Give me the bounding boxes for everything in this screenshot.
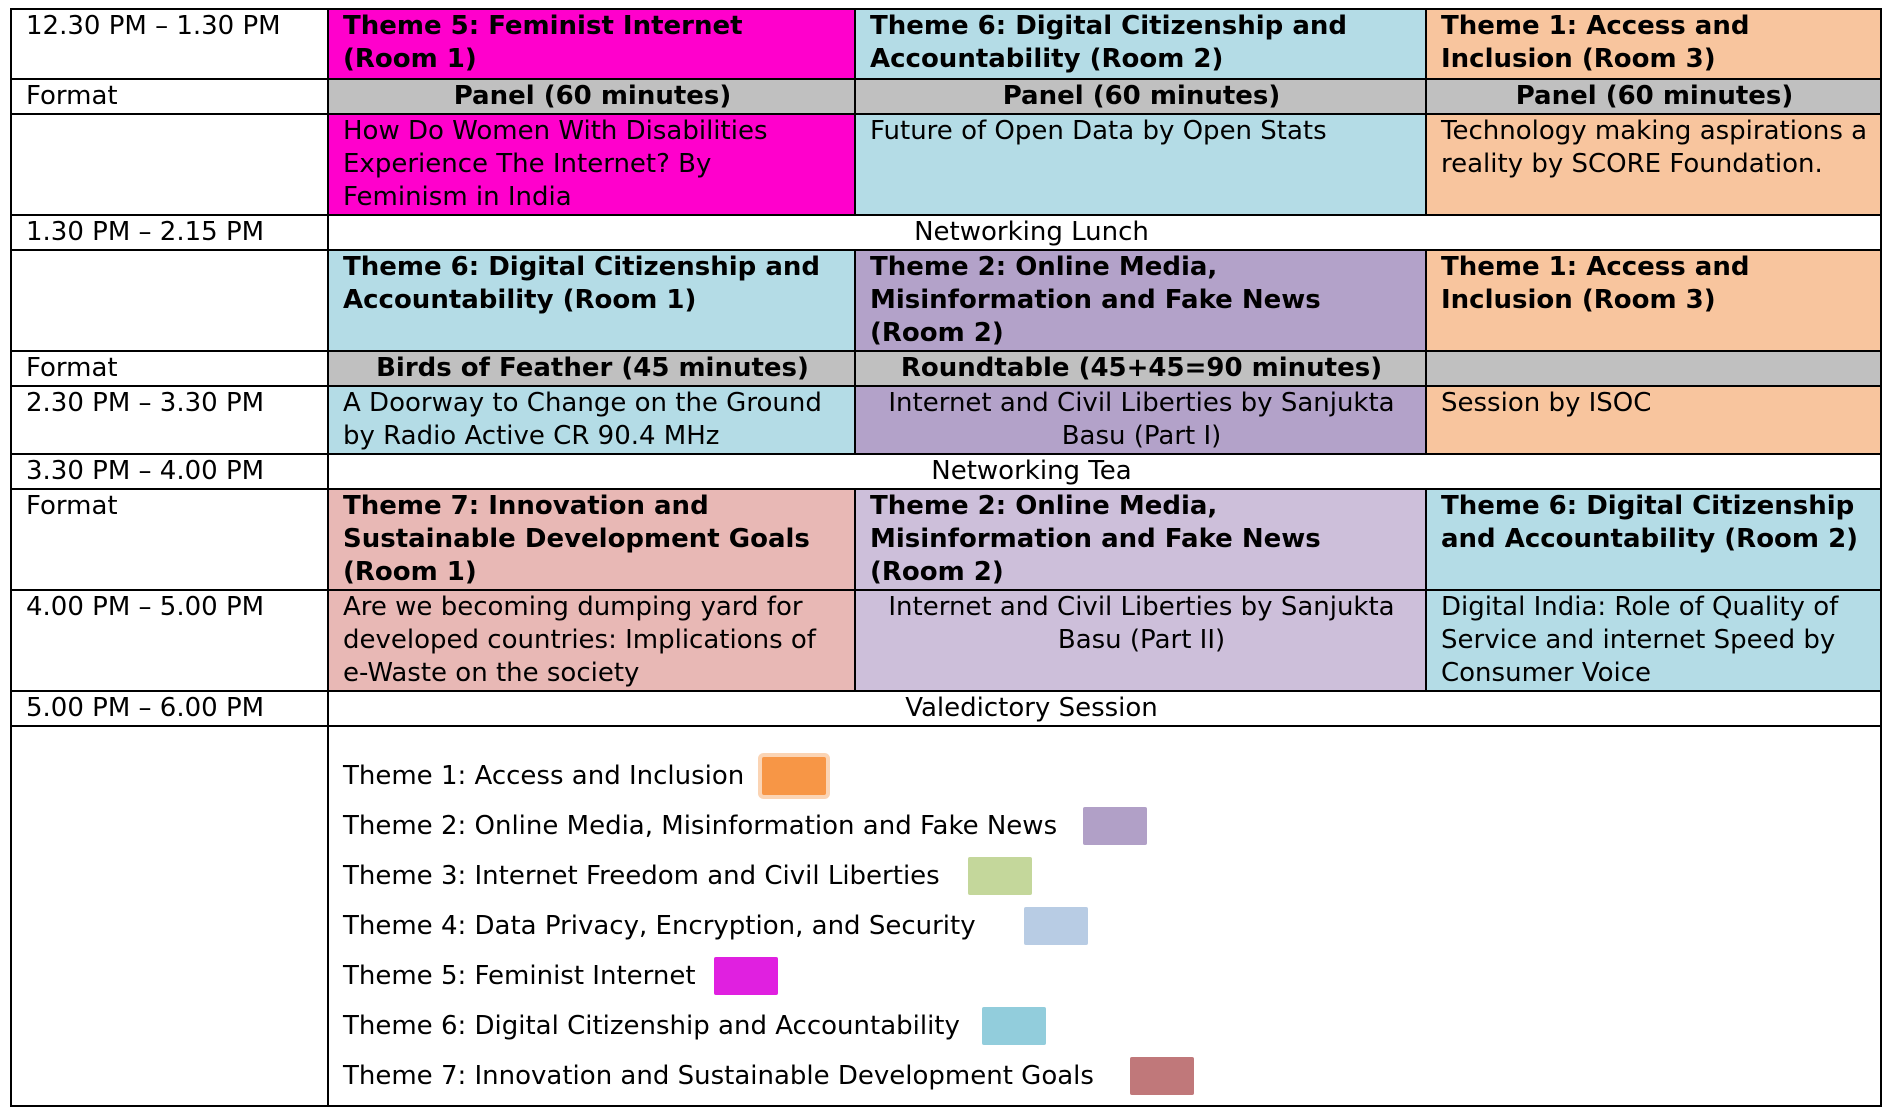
- format-cell: Roundtable (45+45=90 minutes): [855, 351, 1426, 386]
- session-cell: Digital India: Role of Quality of Service and internet Speed by Consumer Voice: [1426, 590, 1881, 691]
- time-cell: 1.30 PM – 2.15 PM: [11, 215, 328, 250]
- format-cell: Panel (60 minutes): [328, 79, 855, 114]
- theme1-cell: Theme 1: Access and Inclusion (Room 3): [1426, 250, 1881, 351]
- legend-swatch: [1024, 907, 1088, 945]
- time-cell: 3.30 PM – 4.00 PM: [11, 454, 328, 489]
- session-cell: Technology making aspirations a reality by SCORE Foundation.: [1426, 114, 1881, 215]
- legend-swatch: [1083, 807, 1147, 845]
- legend-swatch: [714, 957, 778, 995]
- format-label: Format: [11, 79, 328, 114]
- format-cell: [1426, 351, 1881, 386]
- slot1-theme-row: [11, 9, 1881, 79]
- legend-label: Theme 6: Digital Citizenship and Accountability: [343, 1010, 960, 1041]
- legend-item-theme6: [343, 1007, 1046, 1045]
- theme5-cell: Theme 5: Feminist Internet (Room 1): [328, 9, 855, 79]
- theme2-cell: Theme 2: Online Media, Misinformation and Fake News (Room 2): [855, 489, 1426, 590]
- legend-item-theme4: [343, 907, 1088, 945]
- lunch-row: [11, 215, 1881, 250]
- format-label: Format: [11, 351, 328, 386]
- legend-label: Theme 2: Online Media, Misinformation and Fake News: [343, 810, 1058, 841]
- time-cell-empty: [11, 250, 328, 351]
- slot1-format-row: [11, 79, 1881, 114]
- break-cell: Networking Lunch: [328, 215, 1881, 250]
- theme6-cell: Theme 6: Digital Citizenship and Accountability (Room 2): [855, 9, 1426, 79]
- theme-legend: [328, 726, 1881, 1106]
- time-cell: 2.30 PM – 3.30 PM: [11, 386, 328, 454]
- break-cell: Networking Tea: [328, 454, 1881, 489]
- valedictory-row: [11, 691, 1881, 726]
- theme2-cell: Theme 2: Online Media, Misinformation and Fake News (Room 2): [855, 250, 1426, 351]
- legend-swatch: [968, 857, 1032, 895]
- slot2-session-row: [11, 386, 1881, 454]
- tea-row: [11, 454, 1881, 489]
- legend-swatch: [762, 757, 826, 795]
- session-cell: Session by ISOC: [1426, 386, 1881, 454]
- time-cell-empty: [11, 114, 328, 215]
- session-cell: Internet and Civil Liberties by Sanjukta Basu (Part I): [855, 386, 1426, 454]
- schedule-table: [10, 8, 1882, 1107]
- legend-label: Theme 3: Internet Freedom and Civil Liberties: [343, 860, 940, 891]
- legend-row: [11, 726, 1881, 1106]
- slot2-format-row: [11, 351, 1881, 386]
- legend-label: Theme 1: Access and Inclusion: [343, 760, 745, 791]
- legend-swatch: [982, 1007, 1046, 1045]
- time-cell-empty: [11, 726, 328, 1106]
- legend-swatch: [1130, 1057, 1194, 1095]
- legend-label: Theme 7: Innovation and Sustainable Development Goals: [343, 1060, 1094, 1091]
- session-cell: A Doorway to Change on the Ground by Radio Active CR 90.4 MHz: [328, 386, 855, 454]
- theme6-cell: Theme 6: Digital Citizenship and Accountability (Room 2): [1426, 489, 1881, 590]
- slot1-session-row: [11, 114, 1881, 215]
- legend-label: Theme 5: Feminist Internet: [343, 960, 696, 991]
- session-cell: Are we becoming dumping yard for developed countries: Implications of e-Waste on the society: [328, 590, 855, 691]
- slot2-theme-row: [11, 250, 1881, 351]
- legend-item-theme7: [343, 1057, 1194, 1095]
- format-cell: Panel (60 minutes): [855, 79, 1426, 114]
- legend-label: Theme 4: Data Privacy, Encryption, and Security: [343, 910, 976, 941]
- theme6-cell: Theme 6: Digital Citizenship and Accountability (Room 1): [328, 250, 855, 351]
- break-cell: Valedictory Session: [328, 691, 1881, 726]
- time-cell: 12.30 PM – 1.30 PM: [11, 9, 328, 79]
- theme7-cell: Theme 7: Innovation and Sustainable Development Goals (Room 1): [328, 489, 855, 590]
- format-cell: Birds of Feather (45 minutes): [328, 351, 855, 386]
- format-label: Format: [11, 489, 328, 590]
- format-cell: Panel (60 minutes): [1426, 79, 1881, 114]
- slot3-theme-row: [11, 489, 1881, 590]
- session-cell: Future of Open Data by Open Stats: [855, 114, 1426, 215]
- session-cell: How Do Women With Disabilities Experience The Internet? By Feminism in India: [328, 114, 855, 215]
- session-cell: Internet and Civil Liberties by Sanjukta Basu (Part II): [855, 590, 1426, 691]
- time-cell: 5.00 PM – 6.00 PM: [11, 691, 328, 726]
- legend-item-theme5: [343, 957, 778, 995]
- time-cell: 4.00 PM – 5.00 PM: [11, 590, 328, 691]
- legend-item-theme2: [343, 807, 1147, 845]
- legend-item-theme3: [343, 857, 1032, 895]
- theme1-cell: Theme 1: Access and Inclusion (Room 3): [1426, 9, 1881, 79]
- legend-item-theme1: [343, 757, 826, 795]
- schedule-page: [10, 8, 1868, 1091]
- slot3-session-row: [11, 590, 1881, 691]
